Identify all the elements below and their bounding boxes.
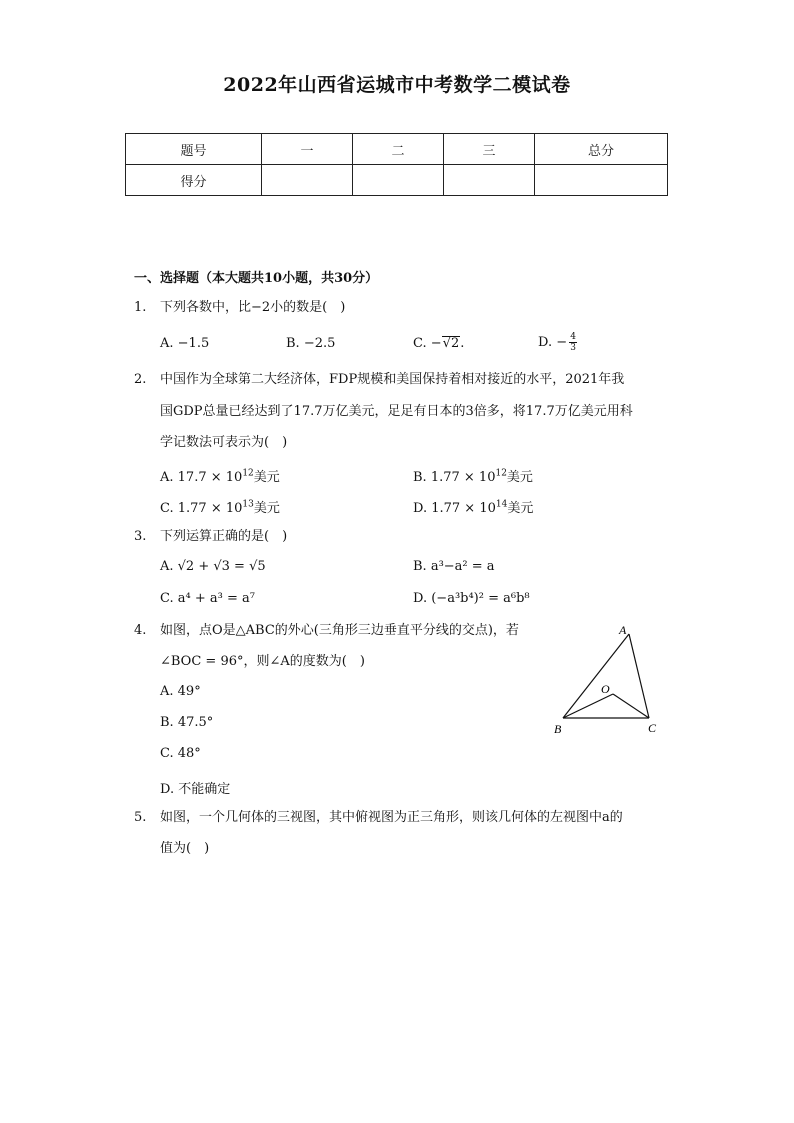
option-b-base: B. 1.77 × 10 [413, 470, 496, 485]
score-table-header-row [126, 134, 668, 165]
vertex-label-c: C [648, 721, 657, 735]
question-number: 4. [134, 623, 147, 638]
option-d[interactable]: D. (−a³b⁴)² = a⁶b⁸ [413, 591, 530, 606]
denominator: 3 [570, 343, 576, 353]
option-b[interactable]: B. −2.5 [286, 336, 336, 351]
triangle-figure [548, 620, 668, 745]
section-heading: 一、选择题（本大题共10小题，共30分） [134, 271, 379, 286]
point-label-o: O [601, 682, 610, 696]
score-table [125, 133, 668, 196]
option-a[interactable]: A. 49° [160, 684, 201, 699]
question-text-line: 如图，一个几何体的三视图，其中俯视图为正三角形，则该几何体的左视图中a的 [160, 810, 623, 825]
option-b[interactable] [413, 466, 533, 485]
question-text-line: 学记数法可表示为( ) [160, 435, 288, 450]
radicand: 2 [450, 336, 460, 351]
option-a[interactable] [160, 466, 280, 485]
score-header-cell: 一 [262, 134, 353, 165]
vertex-label-a: A [619, 623, 627, 637]
question-number: 5. [134, 810, 147, 825]
score-cell[interactable] [353, 165, 444, 196]
segment-ob [563, 694, 613, 718]
option-c-suffix: . [460, 336, 465, 351]
option-a-unit: 美元 [253, 470, 280, 485]
option-b[interactable]: B. a³−a² = a [413, 559, 495, 574]
option-a[interactable]: A. −1.5 [160, 336, 210, 351]
option-d-exponent: 14 [495, 499, 508, 510]
option-d-unit: 美元 [507, 501, 534, 516]
option-c-unit: 美元 [253, 501, 280, 516]
option-c[interactable]: C. 48° [160, 746, 201, 761]
score-cell[interactable] [535, 165, 668, 196]
question-text-line: 值为( ) [160, 841, 210, 856]
score-header-cell: 总分 [535, 134, 668, 165]
score-table-score-row [126, 165, 668, 196]
option-a-base: A. 17.7 × 10 [160, 470, 243, 485]
option-a[interactable]: A. √2 + √3 = √5 [160, 559, 266, 574]
option-c[interactable] [160, 497, 280, 516]
option-c[interactable]: C. a⁴ + a³ = a⁷ [160, 591, 255, 606]
score-header-cell: 题号 [126, 134, 262, 165]
side-ab [563, 634, 629, 718]
option-d[interactable]: D. 不能确定 [160, 782, 231, 797]
option-b-unit: 美元 [506, 470, 533, 485]
score-header-cell: 二 [353, 134, 444, 165]
question-text-line: 国GDP总量已经达到了17.7万亿美元，足足有日本的3倍多，将17.7万亿美元用科 [160, 404, 633, 419]
option-c-exponent: 13 [242, 499, 254, 510]
question-text-line: 如图，点O是△ABC的外心(三角形三边垂直平分线的交点)，若 [160, 623, 519, 638]
page-title: 2022年山西省运城市中考数学二模试卷 [223, 74, 571, 96]
option-d[interactable] [538, 332, 577, 353]
question-text: 下列各数中，比−2小的数是( ) [160, 300, 346, 315]
question-number: 1. [134, 300, 147, 315]
question-text: 下列运算正确的是( ) [160, 529, 288, 544]
score-cell[interactable] [262, 165, 353, 196]
question-text-line: ∠BOC = 96°，则∠A的度数为( ) [160, 654, 365, 669]
fraction [569, 332, 577, 353]
numerator: 4 [570, 332, 576, 342]
question-number: 3. [134, 529, 147, 544]
option-d[interactable] [413, 497, 533, 516]
option-d-prefix: D. − [538, 335, 568, 350]
option-c[interactable] [413, 336, 464, 351]
score-row-label: 得分 [126, 165, 262, 196]
vertex-label-b: B [554, 722, 562, 736]
score-cell[interactable] [444, 165, 535, 196]
question-number: 2. [134, 372, 147, 387]
side-ac [629, 634, 649, 718]
option-d-base: D. 1.77 × 10 [413, 501, 496, 516]
option-c-prefix: C. − [413, 336, 442, 351]
option-a-exponent: 12 [242, 468, 254, 479]
question-text-line: 中国作为全球第二大经济体，FDP规模和美国保持着相对接近的水平，2021年我 [160, 372, 625, 387]
option-b[interactable]: B. 47.5° [160, 715, 214, 730]
sqrt-radicand: √2 [442, 336, 460, 351]
score-header-cell: 三 [444, 134, 535, 165]
option-c-base: C. 1.77 × 10 [160, 501, 243, 516]
option-b-exponent: 12 [495, 468, 507, 479]
